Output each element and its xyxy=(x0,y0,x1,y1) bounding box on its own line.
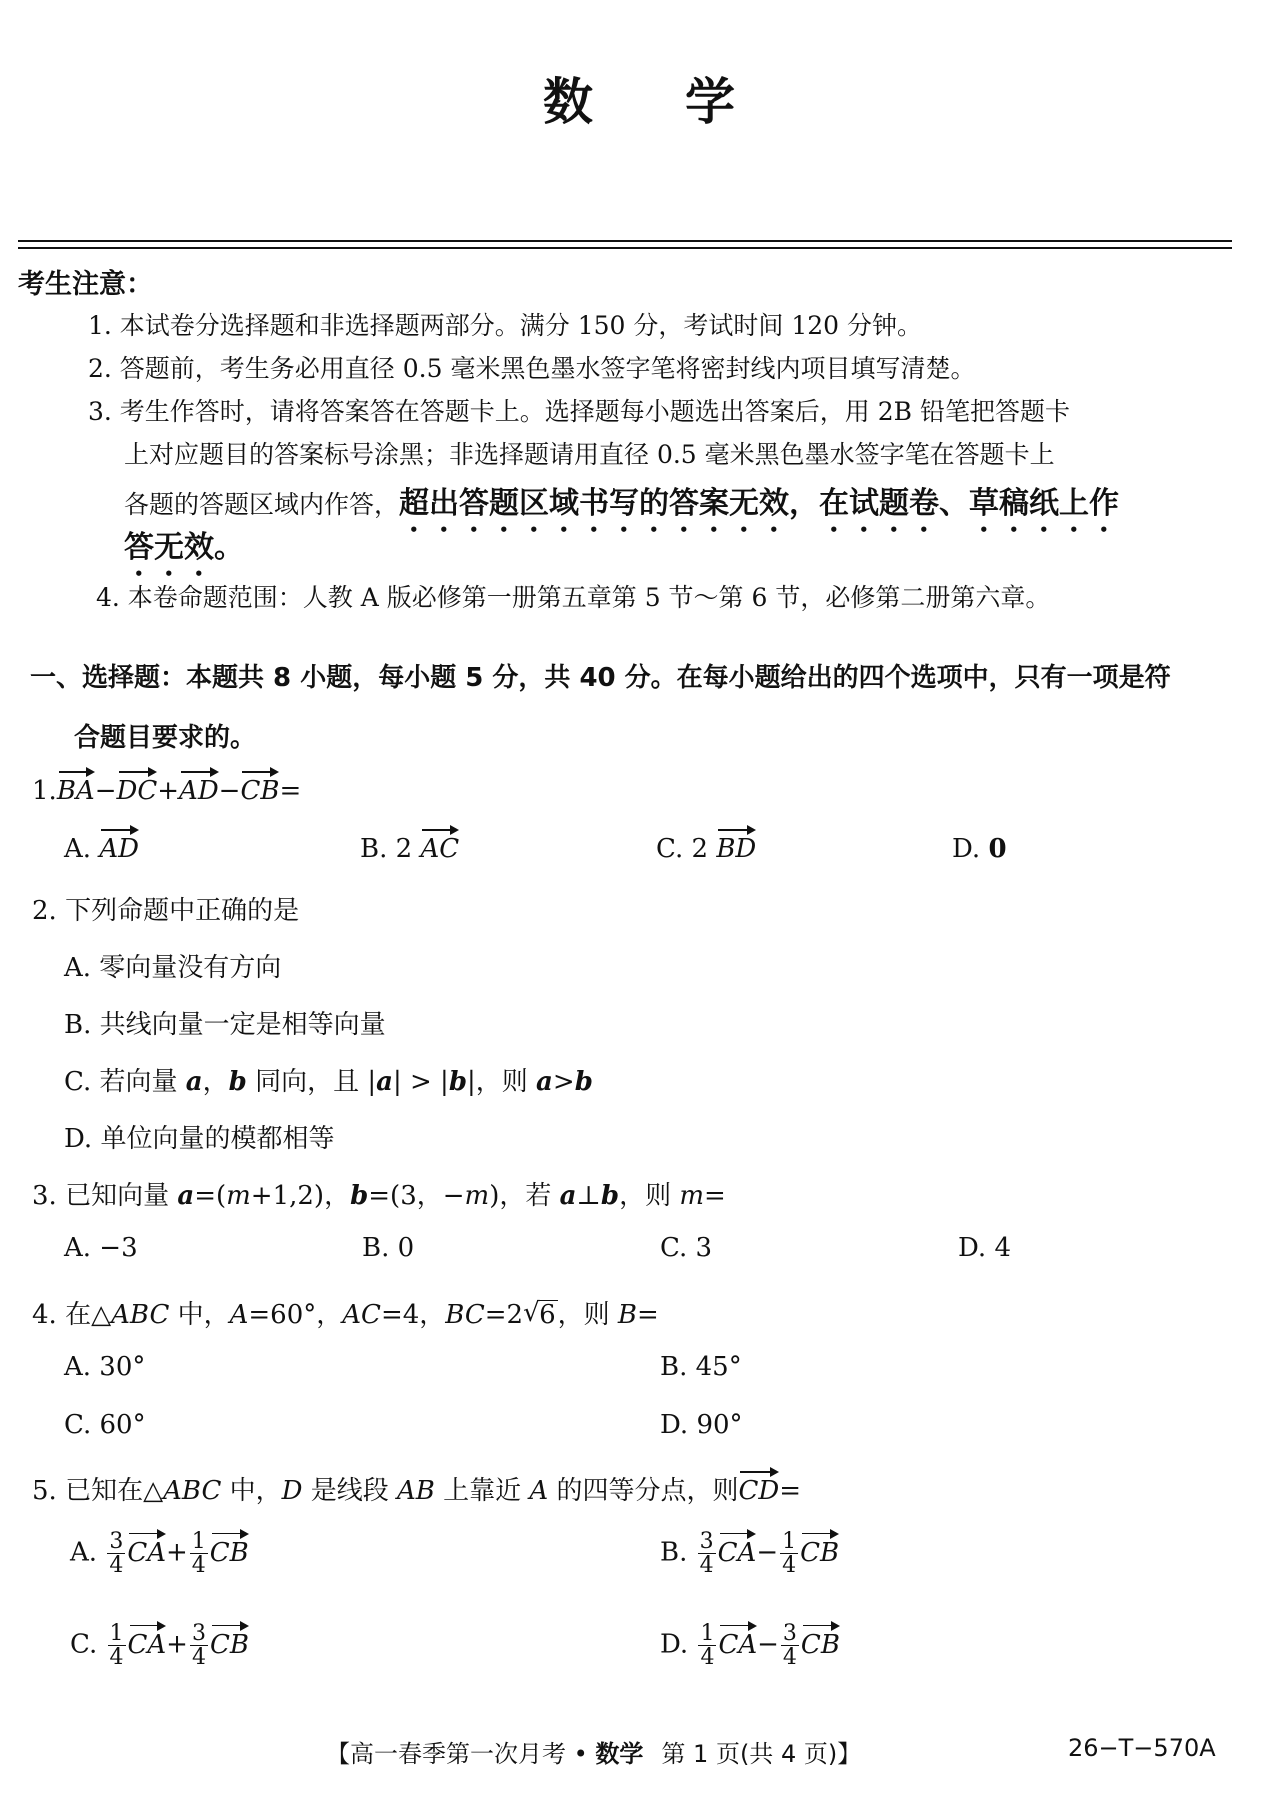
q2-option-c[interactable] xyxy=(64,1061,593,1098)
q1-equals: = xyxy=(279,776,302,806)
q1-vector-dc: DC xyxy=(116,776,158,806)
vector-cb: CB xyxy=(800,1537,840,1568)
sqrt-radicand: 6 xyxy=(539,1300,556,1330)
q5-option-a[interactable] xyxy=(70,1530,249,1577)
q3-option-a[interactable]: A. −3 xyxy=(64,1233,138,1263)
point-a: A xyxy=(529,1476,549,1506)
text: +1,2)， xyxy=(250,1181,351,1211)
q1-vector-cb: CB xyxy=(240,776,280,806)
notice-item-4: 4. 本卷命题范围：人教 A 版必修第一册第五章第 5 节～第 6 节，必修第二册第六章。 xyxy=(96,583,1051,612)
fraction xyxy=(108,1622,126,1669)
question-3-stem xyxy=(32,1175,726,1212)
numerator: 1 xyxy=(700,1621,715,1646)
text: =4， xyxy=(380,1300,446,1330)
q5-option-d[interactable] xyxy=(660,1622,840,1669)
text: =60°， xyxy=(248,1300,343,1330)
numerator: 3 xyxy=(782,1621,797,1646)
vector-b: b xyxy=(574,1067,593,1097)
text: 中， xyxy=(221,1476,282,1506)
triangle-abc: ABC xyxy=(111,1300,170,1330)
q4-option-a[interactable]: A. 30° xyxy=(64,1352,146,1382)
text: 5. 已知在△ xyxy=(32,1476,164,1506)
notice-item-3-line-4 xyxy=(124,522,244,583)
var-a: A xyxy=(229,1300,249,1330)
notice-item-3-emphasis-end: 答无效。 xyxy=(124,530,244,565)
text: |，则 xyxy=(467,1067,537,1097)
text: C. 若向量 xyxy=(64,1067,186,1097)
q1-option-d[interactable] xyxy=(952,834,1007,864)
q4-option-b[interactable]: B. 45° xyxy=(660,1352,742,1382)
notice-item-3-plain: 各题的答题区域内作答， xyxy=(124,490,400,519)
side-ac: AC xyxy=(342,1300,381,1330)
text: > xyxy=(552,1067,575,1097)
q2-option-b[interactable]: B. 共线向量一定是相等向量 xyxy=(64,1010,386,1040)
q1-option-a[interactable] xyxy=(64,834,139,864)
fraction xyxy=(190,1530,208,1577)
q1-op: + xyxy=(157,776,180,806)
q5-option-c[interactable] xyxy=(70,1622,249,1669)
option-label: A. xyxy=(70,1537,98,1568)
text: ，则 xyxy=(619,1181,680,1211)
q1-op: − xyxy=(218,776,241,806)
notice-heading: 考生注意： xyxy=(18,269,153,300)
q1-d-zero-vector: 0 xyxy=(988,834,1007,864)
question-1-stem xyxy=(32,776,301,806)
text: = xyxy=(779,1476,802,1506)
q4-option-c[interactable]: C. 60° xyxy=(64,1410,146,1440)
text: = xyxy=(704,1181,726,1211)
q4-option-d[interactable]: D. 90° xyxy=(660,1410,743,1440)
text: = xyxy=(637,1300,659,1330)
notice-item-3-emphasis: 超出答题区域书写的答案无效，在试题卷、草稿纸上作 xyxy=(399,486,1120,521)
var-m: m xyxy=(679,1181,705,1211)
fraction xyxy=(781,1622,799,1669)
text: =2 xyxy=(484,1300,524,1330)
side-bc: BC xyxy=(445,1300,485,1330)
option-label: D. xyxy=(952,834,981,864)
section-heading-line-2: 合题目要求的。 xyxy=(74,723,257,753)
title-char-1: 数 xyxy=(543,73,595,131)
q1-option-c[interactable] xyxy=(656,834,756,864)
page-footer xyxy=(326,1734,861,1769)
text: =( xyxy=(194,1181,227,1211)
q1-option-b[interactable] xyxy=(360,834,459,864)
text: =(3，− xyxy=(368,1181,465,1211)
header-rule-top xyxy=(18,240,1232,242)
q1-number: 1. xyxy=(32,776,57,806)
numerator: 3 xyxy=(109,1529,124,1554)
vector-cb: CB xyxy=(209,1537,249,1568)
vector-a: a xyxy=(376,1067,393,1097)
var-m: m xyxy=(464,1181,490,1211)
text: ， xyxy=(202,1067,229,1097)
var-m: m xyxy=(226,1181,251,1211)
q3-option-d[interactable]: D. 4 xyxy=(958,1233,1011,1263)
q5-option-b[interactable] xyxy=(660,1530,839,1577)
option-label: D. xyxy=(660,1629,689,1660)
op: + xyxy=(166,1629,188,1660)
option-label: B. xyxy=(660,1537,688,1568)
denominator: 4 xyxy=(782,1645,797,1671)
numerator: 1 xyxy=(109,1621,124,1646)
numerator: 3 xyxy=(191,1621,206,1646)
op: − xyxy=(757,1629,779,1660)
sqrt-icon xyxy=(523,1300,558,1330)
vector-b: b xyxy=(228,1067,247,1097)
vector-b: b xyxy=(448,1067,468,1097)
text: ，则 xyxy=(557,1300,618,1330)
var-b: B xyxy=(617,1300,637,1330)
fraction xyxy=(780,1530,798,1577)
vector-cb: CB xyxy=(800,1629,840,1660)
denominator: 4 xyxy=(782,1553,797,1579)
text: 中， xyxy=(169,1300,230,1330)
option-label: A. xyxy=(64,834,92,864)
q1-op: − xyxy=(94,776,117,806)
page-title xyxy=(0,62,1280,134)
segment-ab: AB xyxy=(397,1476,435,1506)
denominator: 4 xyxy=(700,1645,715,1671)
q1-vector-ad: AD xyxy=(179,776,219,806)
denominator: 4 xyxy=(191,1553,206,1579)
numerator: 1 xyxy=(782,1529,797,1554)
notice-item-1: 1. 本试卷分选择题和非选择题两部分。满分 150 分，考试时间 120 分钟。 xyxy=(88,311,923,340)
notice-item-3-line-2: 上对应题目的答案标号涂黑；非选择题请用直径 0.5 毫米黑色墨水签字笔在答题卡上 xyxy=(124,440,1055,469)
denominator: 4 xyxy=(191,1645,206,1671)
q2-option-a[interactable]: A. 零向量没有方向 xyxy=(64,953,282,983)
fraction xyxy=(698,1622,716,1669)
vector-cb: CB xyxy=(209,1629,249,1660)
vector-ca: CA xyxy=(718,1629,758,1660)
text: 的四等分点，则 xyxy=(548,1476,739,1506)
footer-subject: 数学 xyxy=(595,1740,644,1768)
op: + xyxy=(165,1537,188,1568)
q2-option-d[interactable]: D. 单位向量的模都相等 xyxy=(64,1124,335,1154)
q3-option-c[interactable]: C. 3 xyxy=(660,1233,713,1263)
q1-c-vector: BD xyxy=(716,834,757,864)
denominator: 4 xyxy=(109,1553,124,1579)
point-d: D xyxy=(281,1476,303,1506)
vector-ca: CA xyxy=(127,1629,167,1660)
triangle-abc: ABC xyxy=(163,1476,222,1506)
option-label: C. 2 xyxy=(656,834,709,864)
notice-item-3-line-1: 3. 考生作答时，请将答案答在答题卡上。选择题每小题选出答案后，用 2B 铅笔把答题卡 xyxy=(88,397,1070,426)
text: 4. 在△ xyxy=(32,1300,112,1330)
notice-item-2: 2. 答题前，考生务必用直径 0.5 毫米黑色墨水签字笔将密封线内项目填写清楚。 xyxy=(88,354,976,383)
text: 同向，且 | xyxy=(246,1067,377,1097)
vector-b: b xyxy=(350,1181,369,1211)
option-label: C. xyxy=(70,1629,98,1660)
question-2-stem: 2. 下列命题中正确的是 xyxy=(32,896,300,926)
fraction xyxy=(107,1530,125,1577)
text: 上靠近 xyxy=(434,1476,530,1506)
title-char-2: 学 xyxy=(685,73,737,131)
fraction xyxy=(190,1622,208,1669)
vector-a: a xyxy=(185,1067,203,1097)
op: − xyxy=(756,1537,779,1568)
q1-a-vector: AD xyxy=(99,834,139,864)
vector-ca: CA xyxy=(127,1537,166,1568)
text: 3. 已知向量 xyxy=(32,1181,178,1211)
option-label: B. 2 xyxy=(360,834,413,864)
denominator: 4 xyxy=(109,1645,124,1671)
footer-code: 26−T−570A xyxy=(1068,1734,1216,1762)
section-heading-line-1: 一、选择题：本题共 8 小题，每小题 5 分，共 40 分。在每小题给出的四个选项中，只有一项是符 xyxy=(30,663,1171,693)
text: 是线段 xyxy=(302,1476,397,1506)
footer-page-info: 第 1 页(共 4 页)】 xyxy=(661,1740,862,1768)
vector-a: a xyxy=(536,1067,553,1097)
text: | > | xyxy=(392,1067,449,1097)
vector-cd: CD xyxy=(738,1476,780,1506)
vector-ca: CA xyxy=(717,1537,757,1568)
vector-a: a xyxy=(177,1181,195,1211)
vector-a: a xyxy=(559,1181,577,1211)
numerator: 1 xyxy=(191,1529,206,1554)
q3-option-b[interactable]: B. 0 xyxy=(362,1233,415,1263)
vector-b: b xyxy=(600,1181,620,1211)
denominator: 4 xyxy=(699,1553,714,1579)
notice-item-3-line-3 xyxy=(124,478,1119,539)
text: )，若 xyxy=(489,1181,560,1211)
perp-symbol: ⊥ xyxy=(576,1181,601,1211)
q1-b-vector: AC xyxy=(420,834,460,864)
footer-exam-name: 【高一春季第一次月考 • xyxy=(326,1740,596,1768)
q1-vector-ba: BA xyxy=(56,776,95,806)
question-4-stem xyxy=(32,1294,659,1331)
question-5-stem xyxy=(32,1470,801,1507)
fraction xyxy=(698,1530,716,1577)
numerator: 3 xyxy=(699,1529,714,1554)
header-rule-bottom xyxy=(18,247,1232,249)
